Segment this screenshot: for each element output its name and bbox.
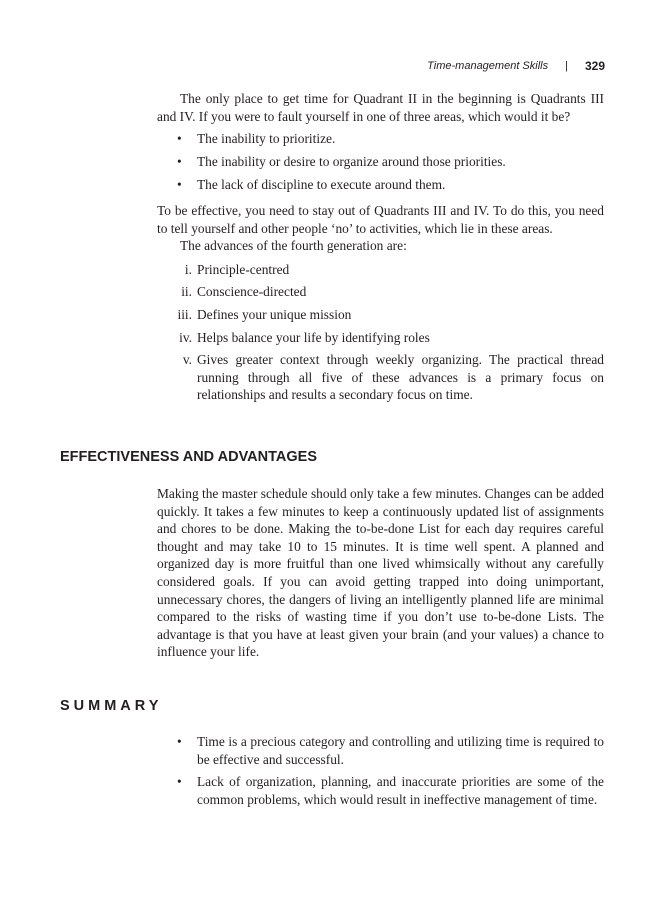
summary-heading: SUMMARY [60, 698, 163, 714]
summary-bullet-list [157, 733, 604, 808]
list-item: • The inability to prioritize. [157, 130, 604, 148]
advances-list [157, 261, 604, 404]
list-number: v. [182, 352, 192, 368]
effectiveness-paragraph: Making the master schedule should only take a few minutes. Changes can be added quickly. It takes a few minutes to keep a continuously updated list of assignments and chores to be done. Making the to-be-done List for each day requires careful thought and may take 10 to 15 minutes. It is time well spent. A planned and organized day is more fruitful than one lived whimsically without any carefully considered goals. If you can avoid getting trapped into doing unimportant, unnecessary chores, the dangers of living an intelligently planned life are minimal compared to the risks of wasting time if you don’t use to-be-done Lists. The advantage is that you have at least given your brain (and your values) a chance to influence your life. [157, 486, 604, 660]
page-number: 329 [584, 59, 605, 73]
list-text: Conscience-directed [197, 284, 307, 300]
intro-paragraph: The only place to get time for Quadrant II in the beginning is Quadrants III and IV. If you were to fault yourself in one of three areas, which would it be? [157, 91, 604, 124]
running-title: Time-management Skills [427, 60, 549, 72]
list-number: i. [184, 261, 192, 277]
list-number: iv. [179, 329, 192, 345]
list-item [157, 306, 604, 324]
header-separator: | [565, 60, 568, 72]
list-item: • The inability or desire to organize around those priorities. [157, 153, 604, 171]
page-header [427, 59, 605, 73]
summary-section [157, 733, 604, 808]
effectiveness-section [157, 485, 604, 661]
list-item: • Time is a precious category and controlling and utilizing time is required to be effective and successful. [157, 733, 604, 768]
list-item: • Lack of organization, planning, and inaccurate priorities are some of the common problems, which would result in ineffective management of time. [157, 773, 604, 808]
list-item [157, 283, 604, 301]
list-number: iii. [177, 306, 192, 322]
list-text: Defines your unique mission [197, 306, 352, 322]
advances-intro: The advances of the fourth generation are: [180, 238, 407, 254]
effective-paragraph: To be effective, you need to stay out of Quadrants III and IV. To do this, you need to tell yourself and other people ‘no’ to activities, which lie in these areas. [157, 202, 604, 236]
list-item [157, 261, 604, 279]
intro-section [157, 90, 604, 404]
list-number: ii. [181, 284, 192, 300]
list-item [157, 351, 604, 404]
list-text: Gives greater context through weekly organizing. The practical thread running through all five of these advances is a primary focus on relationships and results a secondary focus on time. [197, 352, 604, 403]
list-item: • The lack of discipline to execute around them. [157, 176, 604, 194]
intro-bullet-list [157, 130, 604, 194]
list-text: Principle-centred [197, 261, 290, 277]
list-item [157, 329, 604, 347]
effectiveness-heading: EFFECTIVENESS AND ADVANTAGES [60, 449, 317, 465]
list-text: Helps balance your life by identifying roles [197, 329, 430, 345]
